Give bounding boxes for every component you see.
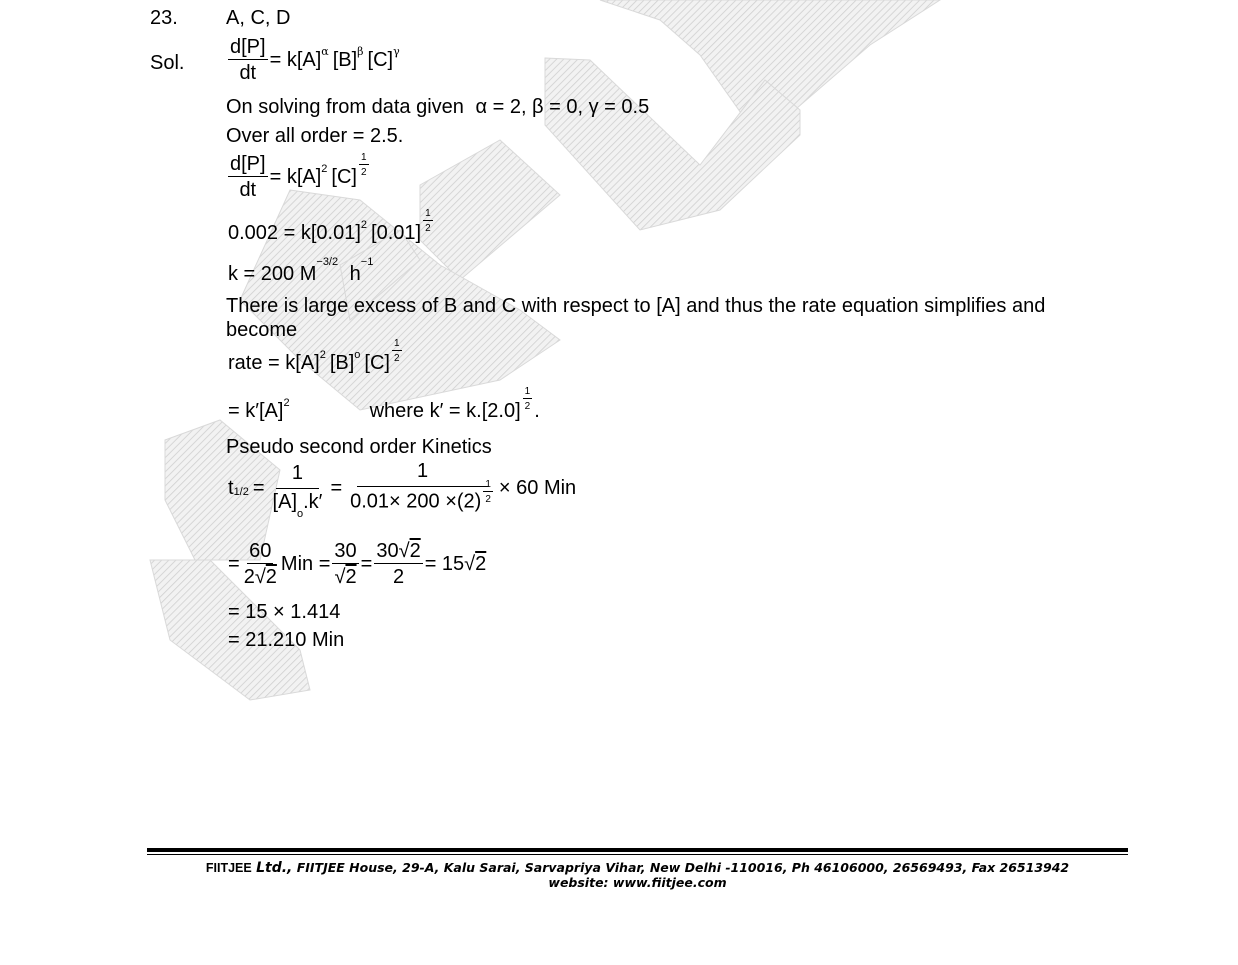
half-life-f2-den-exp-num: 1 [485, 479, 491, 490]
k-value-unit: h [349, 263, 361, 285]
footer-address-text: FIITJEE House, 29-A, Kalu Sarai, Sarvapriya Vihar, New Delhi -110016, Ph 46106000, 26569493, Fax 26513942 [296, 860, 1070, 875]
rate-rhs: = k[A] [269, 166, 322, 188]
substitution-mid: [0.01] [371, 222, 422, 244]
rate-denominator-2: dt [239, 179, 257, 201]
simplify-f3-num-a: 30 [376, 540, 399, 562]
simplify-fraction3 [374, 540, 422, 588]
half-life-fraction2 [348, 460, 497, 515]
rate-fraction [228, 36, 268, 84]
pseudo-rate-where-exp-den: 2 [524, 401, 531, 412]
k-value-exp2: −1 [360, 256, 374, 269]
simplify-f2-den-root: 2 [345, 566, 357, 588]
simplify-f1-den: 2√2 [243, 566, 277, 588]
pseudo-rate: = k′[A] $^2$ where k′ = k.[2.0] $\frac{1}{2}$ . [228, 386, 540, 422]
simplify-fraction2 [332, 540, 358, 588]
final-answer: = 21.210 Min [228, 629, 345, 651]
k-value [228, 256, 374, 285]
conc-a: [A] [296, 49, 322, 71]
k-value-text: k = 200 M [228, 263, 317, 285]
substitution: 0.002 = k[0.01] $^2$ [0.01] $\frac{1}{2}$ [228, 208, 431, 244]
footer-website: website: www.fiitjee.com [548, 875, 727, 890]
half-life-f1-den-end: .k′ [303, 491, 323, 513]
simplify-fraction1 [242, 540, 279, 588]
pseudo-title: Pseudo second order Kinetics [226, 436, 492, 458]
half-life-f1-den [271, 489, 325, 520]
pseudo-rate-where-exp [523, 386, 533, 412]
half-life-f1-den-a: [A] [272, 491, 297, 513]
half-life-f2-den [348, 479, 497, 515]
pseudo-rate-where-exp-num: 1 [524, 386, 531, 397]
footer-address [147, 860, 1128, 876]
substitution-lhs: 0.002 = k[0.01] [228, 222, 361, 244]
rate-simplified-exp-c [392, 338, 402, 364]
simplify-mid2: = [360, 553, 373, 575]
footer-rule-thick [147, 848, 1128, 852]
exp-half [359, 152, 369, 178]
pseudo-rate-end: . [534, 400, 540, 422]
excess-paragraph: There is large excess of B and C with respect to [A] and thus the rate equation simplifies and become [226, 295, 1046, 341]
half-life-f1-den-sub: o [297, 508, 304, 520]
multiply-line: = 15 × 1.414 [228, 601, 341, 623]
rate-law-general: $\frac{d[P]}{dt}$ = k [A] $^\alpha$ [B] $^\beta$ [C] $^\gamma$ [230, 36, 400, 84]
simplify-eq: = [228, 553, 240, 575]
half-life-f1-num: 1 [276, 462, 319, 489]
footer-brand: FIITJEE [205, 861, 252, 875]
simplify-f1-num: 60 [249, 540, 272, 562]
exp-half-den: 2 [360, 167, 367, 178]
conc-c-2: [C] [331, 166, 357, 188]
rate-simplified-lhs: rate = k[A] [228, 352, 320, 374]
simplify-f1-den-a: 2 [243, 566, 255, 588]
pseudo-rate-lhs: = k′[A] [228, 400, 284, 422]
exp-half-num: 1 [360, 152, 367, 163]
simplify-f1-den-root: 2 [265, 566, 277, 588]
simplify-mid1: Min = [280, 553, 331, 575]
half-life-f2-num: 1 [357, 460, 488, 487]
k-value-exp1: −3/2 [316, 256, 339, 269]
simplify-f2-num: 30 [334, 540, 357, 562]
simplify-mid3: = 15 [424, 553, 465, 575]
rate-numerator-2: d[P] [230, 153, 266, 175]
simplify-end-root: 2 [475, 553, 487, 575]
rate-denominator: dt [239, 62, 257, 84]
half-life-eq2: = [330, 476, 343, 499]
half-life-f2-den-exp-den: 2 [485, 494, 491, 505]
half-life-tail: × 60 Min [498, 476, 577, 499]
solving-text: On solving from data given [226, 96, 464, 118]
conc-c: [C] [367, 49, 394, 71]
conc-b: [B] [332, 49, 358, 71]
rate-fraction-2 [228, 153, 268, 201]
pseudo-rate-where: where k′ = k.[2.0] [369, 400, 521, 422]
rate-simplified-exp-c-num: 1 [393, 338, 400, 349]
rate-simplified-b: [B] [329, 352, 355, 374]
half-life-f2-den-text: 0.01× 200 ×(2) [350, 490, 482, 513]
rate-simplified: rate = k[A] $^2$ [B] $^o$ [C] $\frac{1}{2}$ [228, 338, 400, 374]
solution-label: Sol. [150, 52, 185, 74]
footer-ltd: Ltd., [256, 860, 293, 876]
half-life-equation: t $_{1/2}$ = $\frac{1}{[A]_o.k'}$ = 1 0.01× 200 ×(2) $\frac{1}{2}$ × 60 Min [228, 460, 577, 520]
overall-order: Over all order = 2.5. [226, 125, 404, 147]
footer-rule-thin [147, 854, 1128, 855]
substitution-exp2 [423, 208, 433, 234]
rate-simplified-c: [C] [364, 352, 390, 374]
simplify-f2-den: √2 [334, 566, 357, 588]
simplify-f3-num-root: 2 [409, 540, 421, 562]
question-number: 23. [150, 7, 178, 29]
half-life-fraction1 [271, 462, 325, 520]
half-life-t: t [228, 476, 234, 499]
rate-numerator: d[P] [230, 36, 266, 58]
simplify-equation: = $\frac{60}{2√2}$ Min = $\frac{30}{√2}$ = $\frac{30√2}{2}$ = 15 √ 2 [228, 540, 487, 588]
rate-k: = k [269, 49, 297, 71]
simplify-f3-den: 2 [392, 566, 405, 588]
half-life-f2-den-exp [483, 479, 493, 505]
substitution-exp2-num: 1 [425, 208, 431, 219]
substitution-exp2-den: 2 [425, 223, 431, 234]
simplify-f3-num: 30√2 [376, 540, 421, 562]
rate-simplified-exp-c-den: 2 [393, 353, 400, 364]
solving-values: α = 2, β = 0, γ = 0.5 [475, 96, 650, 118]
solving-line [226, 97, 649, 117]
half-life-eq1: = [252, 476, 265, 499]
rate-law-specific: $\frac{d[P]}{dt}$ = k[A] $^2$ [C] $\frac{1}{2}$ [230, 152, 367, 201]
question-answer: A, C, D [226, 7, 291, 29]
